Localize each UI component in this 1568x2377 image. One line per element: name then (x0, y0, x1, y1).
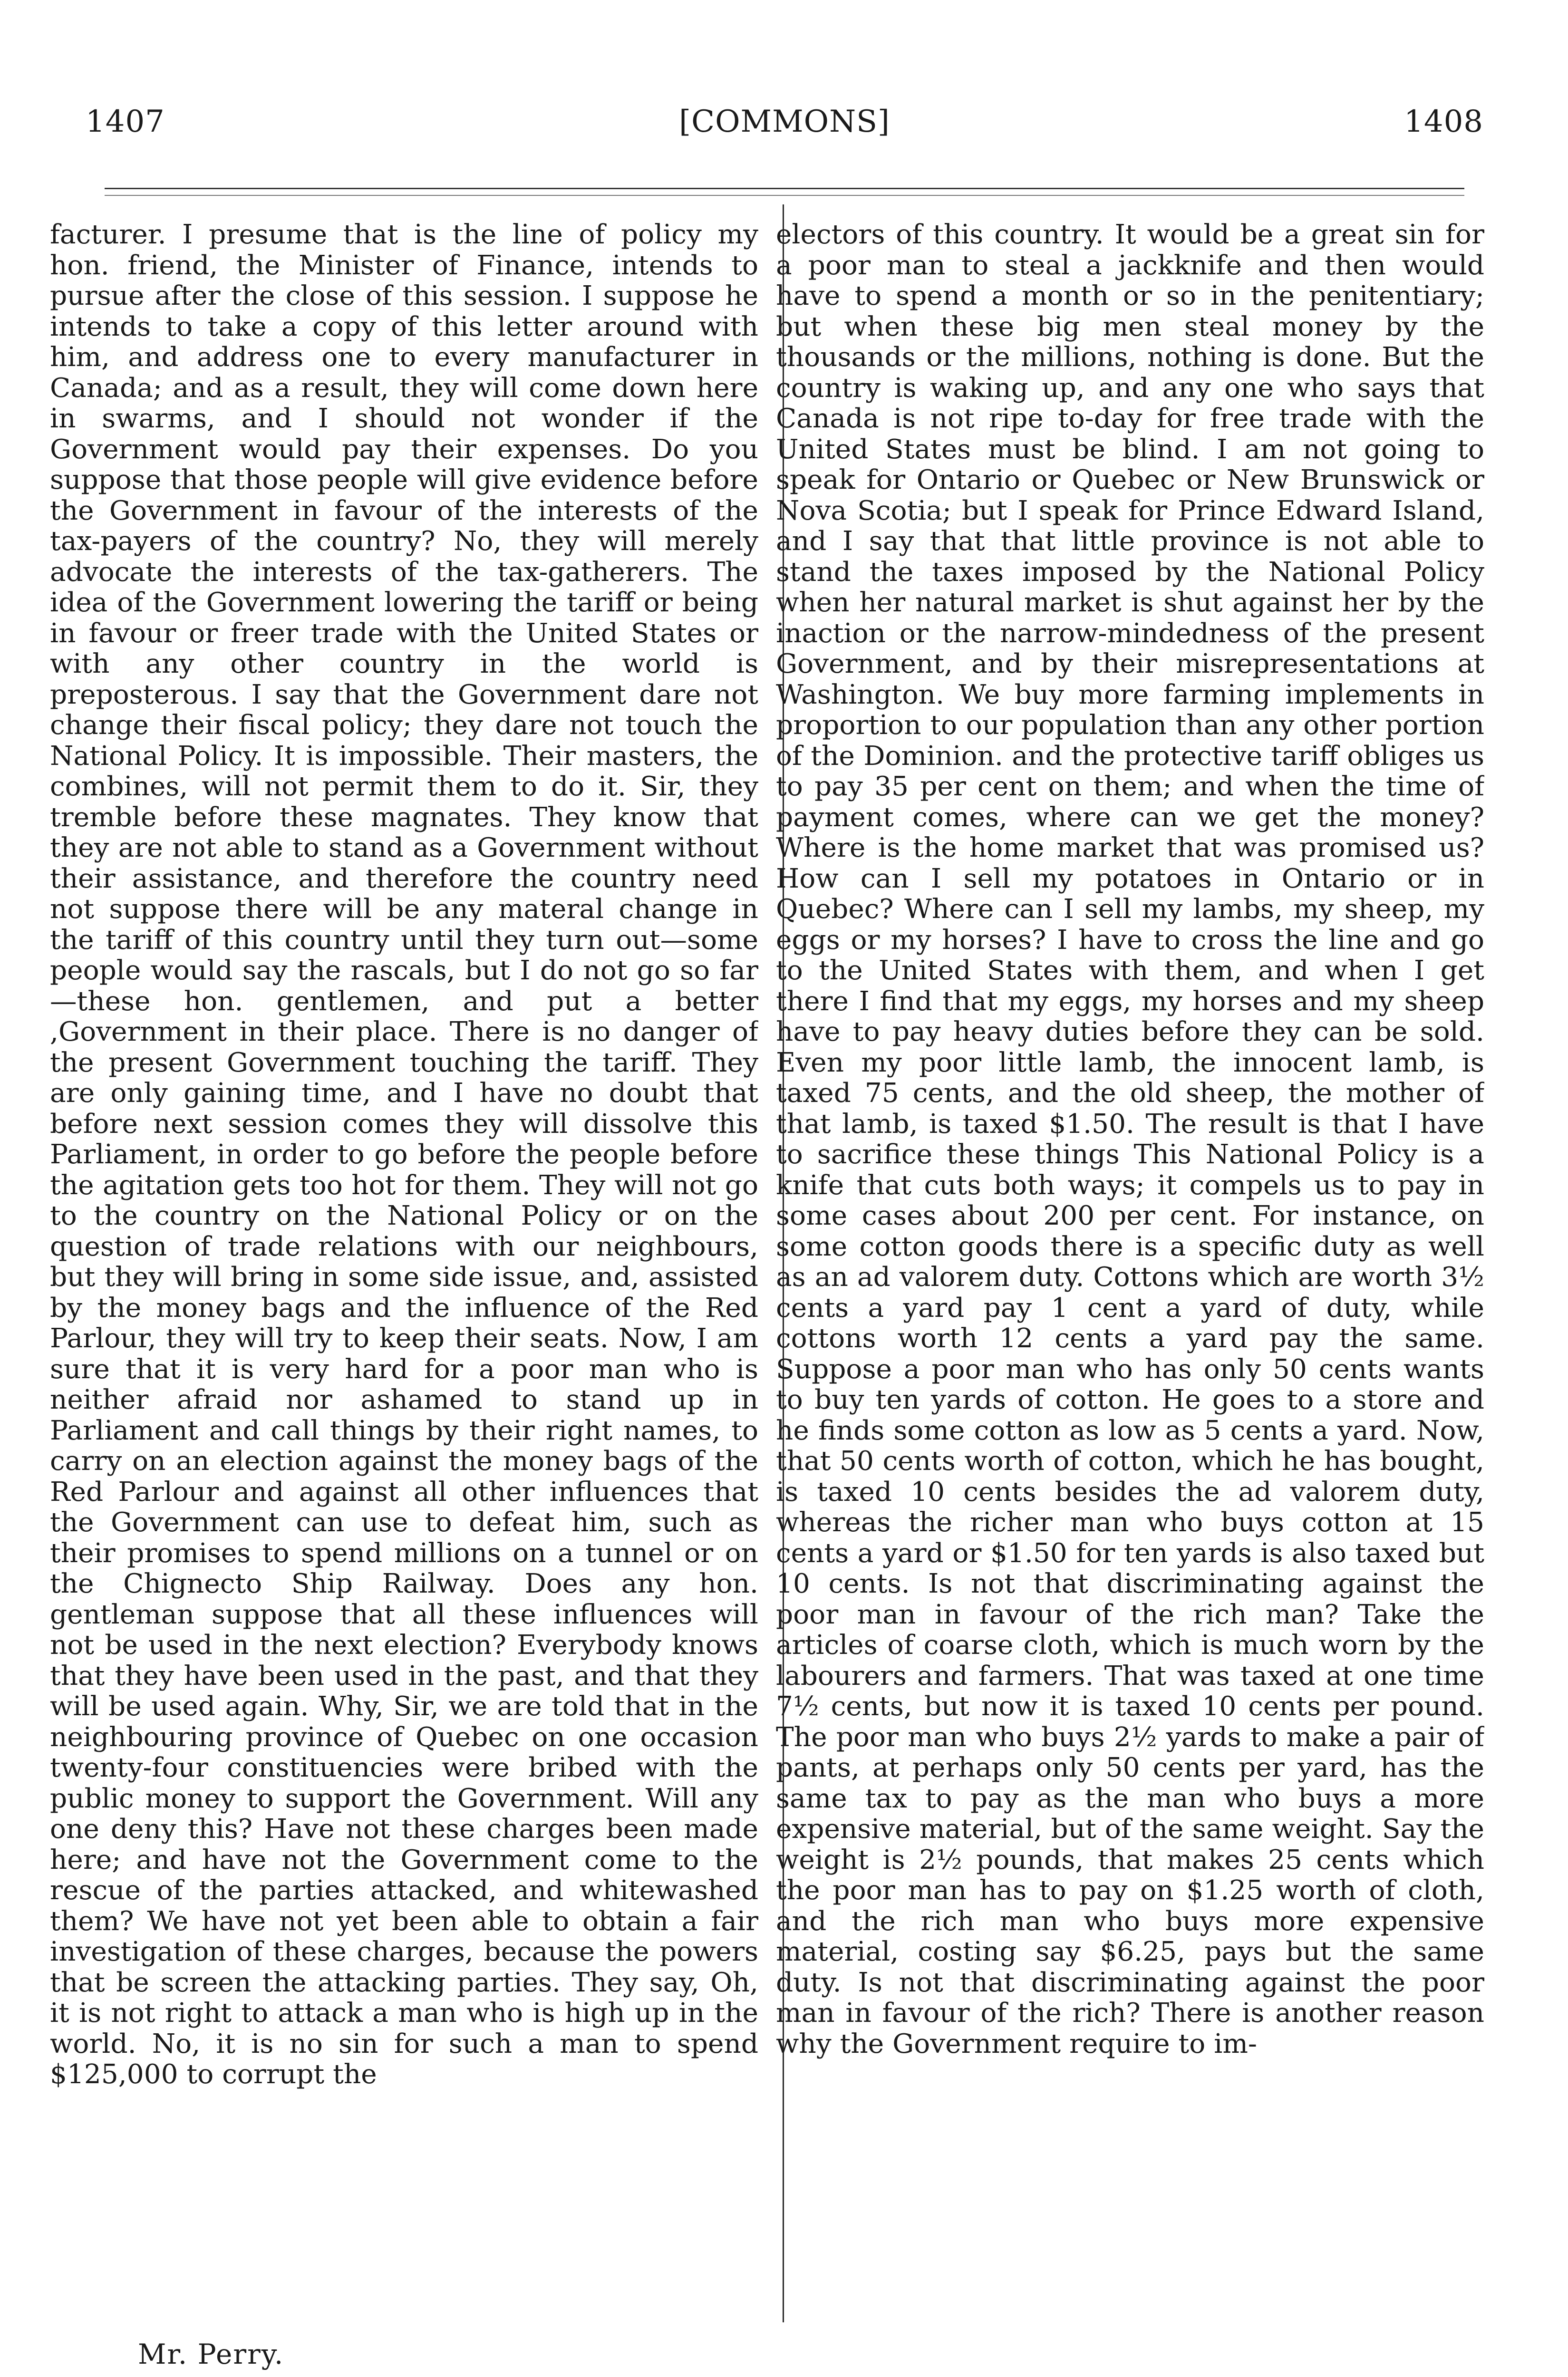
header-rule-secondary (105, 195, 1464, 196)
page-header (86, 93, 1483, 150)
running-title: [COMMONS] (679, 104, 890, 139)
left-page-number: 1407 (86, 104, 165, 139)
speaker-signature: Mr. Perry. (138, 2338, 284, 2370)
left-column-text: facturer. I presume that is the line of policy my hon. friend, the Minister of Finance, intends to pursue after the close of this session. I suppose he intends to take a copy of this letter around with him, and address one to every manufacturer in Canada; and as a result, they will come down here in swarms, and I should not wonder if the Government would pay their expenses. Do you suppose that those people will give evidence before the Government in favour of the interests of the tax-payers of the country? No, they will merely advocate the interests of the tax-gatherers. The idea of the Government lowering the tariff or being in favour or freer trade with the United States or with any other country in the world is preposterous. I say that the Government dare not change their fiscal policy; they dare not touch the National Policy. It is impossible. Their masters, the combines, will not permit them to do it. Sir, they tremble before these magnates. They know that they are not able to stand as a Government without their assistance, and therefore the country need not suppose there will be any materal change in the tariff of this country until they turn out—some people would say the rascals, but I do not go so far—these hon. gentlemen, and put a better ,Government in their place. There is no danger of the present Government touching the tariff. They are only gaining time, and I have no doubt that before next session comes they will dissolve this Parliament, in order to go before the people before the agitation gets too hot for them. They will not go to the country on the National Policy or on the question of trade relations with our neighbours, but they will bring in some side issue, and, assisted by the money bags and the influence of the Red Parlour, they will try to keep their seats. Now, I am sure that it is very hard for a poor man who is neither afraid nor ashamed to stand up in Parliament and call things by their right names, to carry on an election against the money bags of the Red Parlour and against all other influences that the Government can use to defeat him, such as their promises to spend millions on a tunnel or on the Chignecto Ship Railway. Does any hon. gentleman suppose that all these influences will not be used in the next election? Everybody knows that they have been used in the past, and that they will be used again. Why, Sir, we are told that in the neighbouring province of Quebec on one occasion twenty-four constituencies were bribed with the public money to support the Government. Will any one deny this? Have not these charges been made here; and have not the Government come to the rescue of the parties attacked, and whitewashed them? We have not yet been able to obtain a fair investigation of these charges, because the powers that be screen the attacking parties. They say, Oh, it is not right to attack a man who is high up in the world. No, it is no sin for such a man to spend $125,000 to corrupt the (50, 220, 758, 2090)
right-column-text: electors of this country. It would be a great sin for a poor man to steal a jackknife and then would have to spend a month or so in the penitentiary; but when these big men steal money by the thousands or the millions, nothing is done. But the country is waking up, and any one who says that Canada is not ripe to-day for free trade with the United States must be blind. I am not going to speak for Ontario or Quebec or New Brunswick or Nova Scotia; but I speak for Prince Edward Island, and I say that that little province is not able to stand the taxes imposed by the National Policy when her natural market is shut against her by the inaction or the narrow-mindedness of the present Government, and by their misrepresentations at Washington. We buy more farming implements in proportion to our population than any other portion of the Dominion. and the protective tariff obliges us to pay 35 per cent on them; and when the time of payment comes, where can we get the money? Where is the home market that was promised us? How can I sell my potatoes in Ontario or in Quebec? Where can I sell my lambs, my sheep, my eggs or my horses? I have to cross the line and go to the United States with them, and when I get there I find that my eggs, my horses and my sheep have to pay heavy duties before they can be sold. Even my poor little lamb, the innocent lamb, is taxed 75 cents, and the old sheep, the mother of that lamb, is taxed $1.50. The result is that I have to sacrifice these things This National Policy is a knife that cuts both ways; it compels us to pay in some cases about 200 per cent. For instance, on some cotton goods there is a specific duty as well as an ad valorem duty. Cottons which are worth 3½ cents a yard pay 1 cent a yard of duty, while cottons worth 12 cents a yard pay the same. Suppose a poor man who has only 50 cents wants to buy ten yards of cotton. He goes to a store and he finds some cotton as low as 5 cents a yard. Now, that 50 cents worth of cotton, which he has bought, is taxed 10 cents besides the ad valorem duty, whereas the richer man who buys cotton at 15 cents a yard or $1.50 for ten yards is also taxed but 10 cents. Is not that discriminating against the poor man in favour of the rich man? Take the articles of coarse cloth, which is much worn by the labourers and farmers. That was taxed at one time 7½ cents, but now it is taxed 10 cents per pound. The poor man who buys 2½ yards to make a pair of pants, at perhaps only 50 cents per yard, has the same tax to pay as the man who buys a more expensive material, but of the same weight. Say the weight is 2½ pounds, that makes 25 cents which the poor man has to pay on $1.25 worth of cloth, and the rich man who buys more expensive material, costing say $6.25, pays but the same duty. Is not that discriminating against the poor man in favour of the rich? There is another reason why the Government require to im- (776, 220, 1484, 2059)
left-column (50, 220, 758, 2377)
header-rule (105, 188, 1464, 189)
right-page-number: 1408 (1404, 104, 1483, 139)
right-column (776, 220, 1484, 2377)
